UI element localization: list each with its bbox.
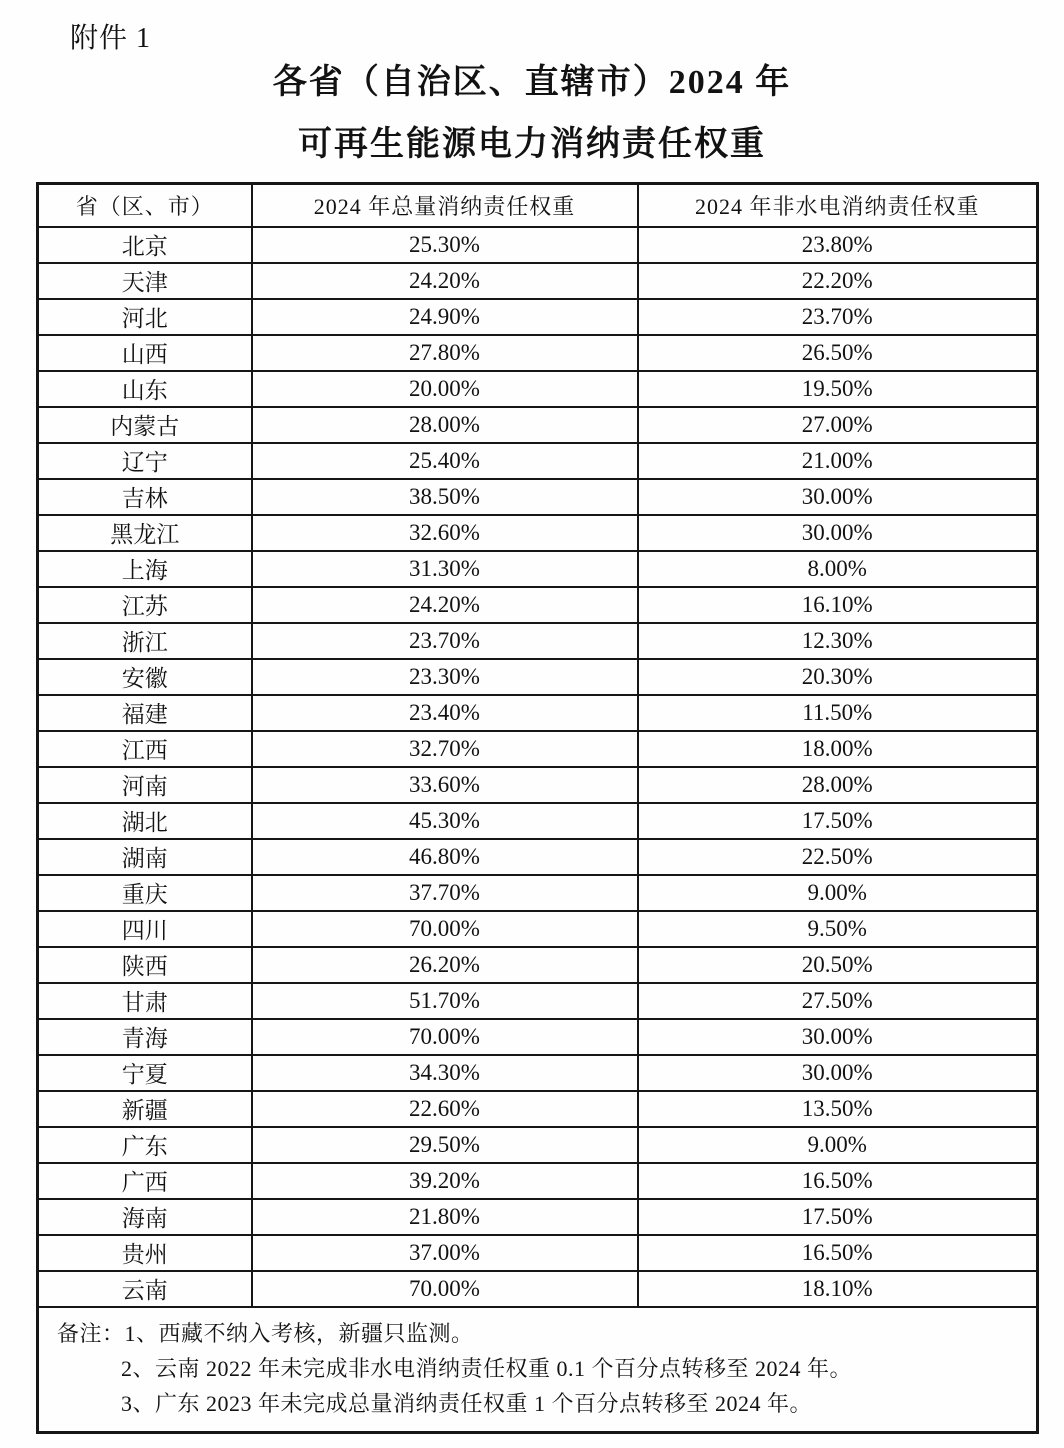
note-line-1 (57, 1316, 1022, 1351)
note-line-2: 2、云南 2022 年未完成非水电消纳责任权重 0.1 个百分点转移至 2024 年。 (121, 1355, 853, 1381)
cell-non-hydro-weight: 9.00% (638, 875, 1038, 911)
cell-non-hydro-weight: 30.00% (638, 479, 1038, 515)
cell-province: 河南 (38, 767, 252, 803)
table-row (38, 659, 1038, 695)
cell-non-hydro-weight: 16.50% (638, 1163, 1038, 1199)
cell-total-weight: 32.70% (252, 731, 638, 767)
cell-non-hydro-weight: 20.30% (638, 659, 1038, 695)
document-title (0, 66, 1064, 162)
cell-non-hydro-weight: 18.10% (638, 1271, 1038, 1307)
cell-non-hydro-weight: 22.20% (638, 263, 1038, 299)
document-title-line1: 各省（自治区、直辖市）2024 年 (272, 64, 792, 101)
table-row (38, 1163, 1038, 1199)
table-row (38, 623, 1038, 659)
table-row (38, 515, 1038, 551)
cell-total-weight: 39.20% (252, 1163, 638, 1199)
cell-province: 河北 (38, 299, 252, 335)
cell-province: 湖南 (38, 839, 252, 875)
header-province: 省（区、市） (38, 184, 252, 227)
cell-non-hydro-weight: 11.50% (638, 695, 1038, 731)
table-row (38, 551, 1038, 587)
cell-non-hydro-weight: 16.50% (638, 1235, 1038, 1271)
cell-province: 重庆 (38, 875, 252, 911)
cell-province: 福建 (38, 695, 252, 731)
cell-total-weight: 21.80% (252, 1199, 638, 1235)
cell-total-weight: 37.70% (252, 875, 638, 911)
table-row (38, 803, 1038, 839)
notes-label: 备注： (57, 1320, 125, 1346)
table-row (38, 1091, 1038, 1127)
table-row (38, 443, 1038, 479)
cell-total-weight: 38.50% (252, 479, 638, 515)
cell-province: 上海 (38, 551, 252, 587)
document-title-line2: 可再生能源电力消纳责任权重 (298, 126, 766, 163)
table-row (38, 947, 1038, 983)
cell-province: 陕西 (38, 947, 252, 983)
cell-province: 山东 (38, 371, 252, 407)
header-total-consumption-weight: 2024 年总量消纳责任权重 (252, 184, 638, 227)
cell-total-weight: 37.00% (252, 1235, 638, 1271)
cell-province: 江苏 (38, 587, 252, 623)
cell-province: 青海 (38, 1019, 252, 1055)
table-row (38, 227, 1038, 263)
notes-cell (38, 1307, 1038, 1433)
cell-non-hydro-weight: 30.00% (638, 1019, 1038, 1055)
cell-non-hydro-weight: 9.50% (638, 911, 1038, 947)
table-row (38, 371, 1038, 407)
cell-province: 黑龙江 (38, 515, 252, 551)
cell-non-hydro-weight: 19.50% (638, 371, 1038, 407)
table-row (38, 1055, 1038, 1091)
note-line-3: 3、广东 2023 年未完成总量消纳责任权重 1 个百分点转移至 2024 年。 (121, 1390, 813, 1416)
cell-non-hydro-weight: 22.50% (638, 839, 1038, 875)
cell-total-weight: 28.00% (252, 407, 638, 443)
cell-total-weight: 24.20% (252, 263, 638, 299)
table-row (38, 875, 1038, 911)
cell-non-hydro-weight: 26.50% (638, 335, 1038, 371)
cell-province: 新疆 (38, 1091, 252, 1127)
cell-total-weight: 46.80% (252, 839, 638, 875)
cell-province: 宁夏 (38, 1055, 252, 1091)
cell-total-weight: 31.30% (252, 551, 638, 587)
cell-province: 内蒙古 (38, 407, 252, 443)
table-row (38, 1199, 1038, 1235)
cell-total-weight: 70.00% (252, 911, 638, 947)
cell-province: 广东 (38, 1127, 252, 1163)
table-row (38, 767, 1038, 803)
cell-total-weight: 25.30% (252, 227, 638, 263)
table-header-row (38, 184, 1038, 227)
notes-row (38, 1307, 1038, 1433)
cell-non-hydro-weight: 17.50% (638, 803, 1038, 839)
cell-total-weight: 26.20% (252, 947, 638, 983)
cell-total-weight: 32.60% (252, 515, 638, 551)
cell-total-weight: 29.50% (252, 1127, 638, 1163)
table-row (38, 1127, 1038, 1163)
cell-province: 湖北 (38, 803, 252, 839)
cell-total-weight: 23.70% (252, 623, 638, 659)
table-row (38, 695, 1038, 731)
cell-province: 云南 (38, 1271, 252, 1307)
table-row (38, 839, 1038, 875)
table-row (38, 299, 1038, 335)
cell-total-weight: 45.30% (252, 803, 638, 839)
cell-total-weight: 70.00% (252, 1271, 638, 1307)
table-row (38, 1019, 1038, 1055)
table-row (38, 263, 1038, 299)
cell-non-hydro-weight: 12.30% (638, 623, 1038, 659)
cell-non-hydro-weight: 23.80% (638, 227, 1038, 263)
cell-province: 海南 (38, 1199, 252, 1235)
cell-province: 江西 (38, 731, 252, 767)
cell-total-weight: 33.60% (252, 767, 638, 803)
cell-non-hydro-weight: 9.00% (638, 1127, 1038, 1163)
cell-total-weight: 27.80% (252, 335, 638, 371)
cell-non-hydro-weight: 27.50% (638, 983, 1038, 1019)
cell-non-hydro-weight: 30.00% (638, 1055, 1038, 1091)
cell-province: 辽宁 (38, 443, 252, 479)
cell-province: 山西 (38, 335, 252, 371)
cell-total-weight: 23.30% (252, 659, 638, 695)
attachment-label: 附件 1 (70, 23, 152, 54)
table-row (38, 983, 1038, 1019)
cell-total-weight: 51.70% (252, 983, 638, 1019)
cell-non-hydro-weight: 13.50% (638, 1091, 1038, 1127)
cell-total-weight: 20.00% (252, 371, 638, 407)
cell-province: 北京 (38, 227, 252, 263)
cell-total-weight: 24.20% (252, 587, 638, 623)
cell-non-hydro-weight: 16.10% (638, 587, 1038, 623)
cell-total-weight: 22.60% (252, 1091, 638, 1127)
cell-province: 吉林 (38, 479, 252, 515)
table-row (38, 1271, 1038, 1307)
cell-non-hydro-weight: 18.00% (638, 731, 1038, 767)
cell-non-hydro-weight: 8.00% (638, 551, 1038, 587)
note-text-1: 1、西藏不纳入考核，新疆只监测。 (124, 1320, 474, 1346)
table-row (38, 587, 1038, 623)
cell-non-hydro-weight: 21.00% (638, 443, 1038, 479)
cell-non-hydro-weight: 23.70% (638, 299, 1038, 335)
cell-non-hydro-weight: 30.00% (638, 515, 1038, 551)
table-row (38, 407, 1038, 443)
cell-province: 广西 (38, 1163, 252, 1199)
header-non-hydro-consumption-weight: 2024 年非水电消纳责任权重 (638, 184, 1038, 227)
cell-total-weight: 34.30% (252, 1055, 638, 1091)
cell-non-hydro-weight: 20.50% (638, 947, 1038, 983)
table-row (38, 335, 1038, 371)
cell-total-weight: 24.90% (252, 299, 638, 335)
cell-province: 浙江 (38, 623, 252, 659)
cell-province: 贵州 (38, 1235, 252, 1271)
cell-total-weight: 25.40% (252, 443, 638, 479)
cell-non-hydro-weight: 28.00% (638, 767, 1038, 803)
table-row (38, 911, 1038, 947)
cell-non-hydro-weight: 17.50% (638, 1199, 1038, 1235)
cell-total-weight: 70.00% (252, 1019, 638, 1055)
table-row (38, 479, 1038, 515)
table-row (38, 1235, 1038, 1271)
table-row (38, 731, 1038, 767)
weights-table (36, 182, 1039, 1434)
cell-province: 天津 (38, 263, 252, 299)
cell-province: 安徽 (38, 659, 252, 695)
table-body (38, 227, 1038, 1307)
cell-province: 四川 (38, 911, 252, 947)
cell-total-weight: 23.40% (252, 695, 638, 731)
cell-non-hydro-weight: 27.00% (638, 407, 1038, 443)
cell-province: 甘肃 (38, 983, 252, 1019)
